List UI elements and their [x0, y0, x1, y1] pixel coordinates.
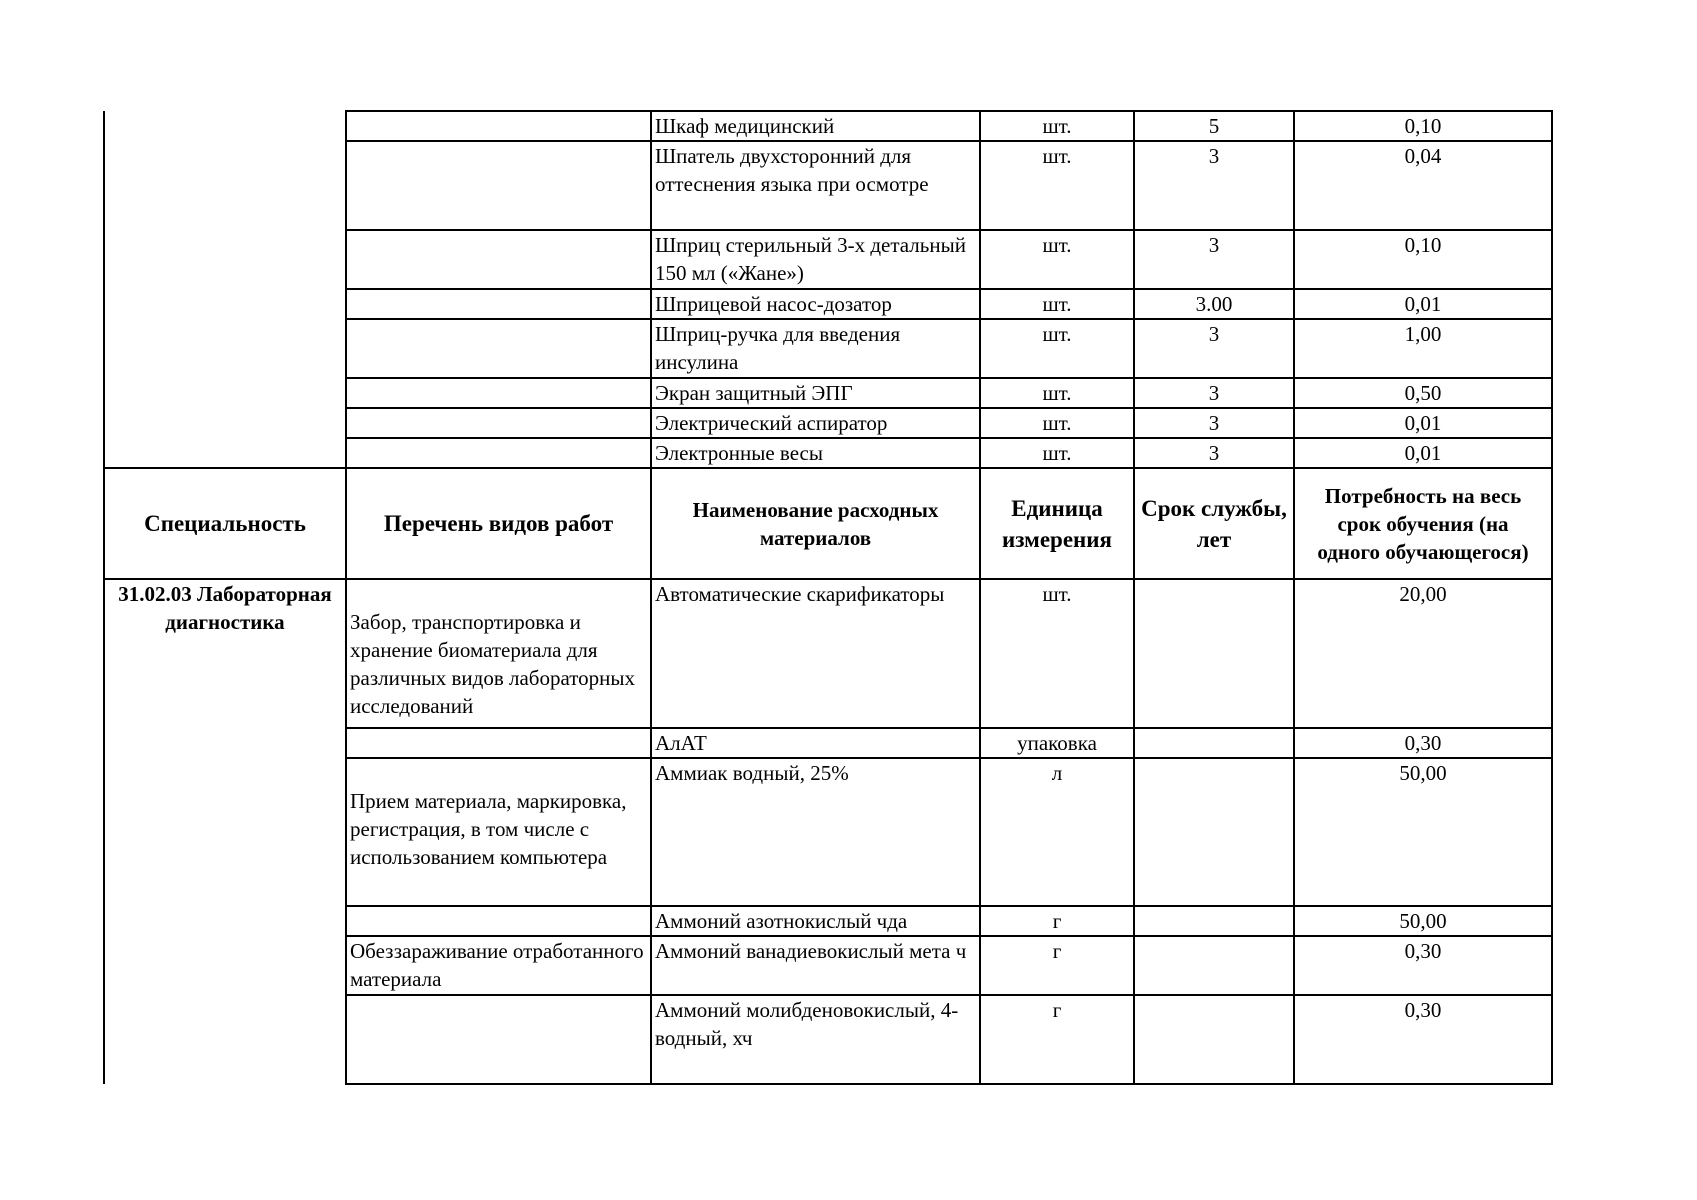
material-name: Аммоний ванадиевокислый мета ч	[651, 936, 980, 995]
life-cell	[1134, 936, 1294, 995]
work-cell	[346, 906, 651, 936]
life-cell: 3	[1134, 141, 1294, 230]
unit-cell: л	[980, 758, 1134, 906]
material-name: Аммоний азотнокислый чда	[651, 906, 980, 936]
work-cell	[346, 319, 651, 378]
need-cell: 0,30	[1294, 936, 1552, 995]
work-cell	[346, 728, 651, 758]
life-cell: 3	[1134, 378, 1294, 408]
material-name: АлАТ	[651, 728, 980, 758]
header-unit: Единица измерения	[980, 468, 1134, 579]
need-cell: 0,10	[1294, 230, 1552, 289]
materials-table	[103, 110, 1553, 1085]
need-cell: 50,00	[1294, 758, 1552, 906]
life-cell: 3	[1134, 319, 1294, 378]
material-name: Аммиак водный, 25%	[651, 758, 980, 906]
unit-cell: шт.	[980, 579, 1134, 728]
work-cell	[346, 230, 651, 289]
work-cell	[346, 758, 651, 906]
material-name: Электрический аспиратор	[651, 408, 980, 438]
life-cell	[1134, 728, 1294, 758]
work-cell	[346, 141, 651, 230]
unit-cell: шт.	[980, 408, 1134, 438]
specialty-cell: 31.02.03 Лабораторная диагностика	[104, 579, 346, 1084]
unit-cell: шт.	[980, 378, 1134, 408]
material-name: Аммоний молибденовокислый, 4-водный, хч	[651, 995, 980, 1084]
unit-cell: г	[980, 906, 1134, 936]
material-name: Шприц-ручка для введения инсулина	[651, 319, 980, 378]
life-cell: 3.00	[1134, 289, 1294, 319]
material-name: Шприцевой насос-дозатор	[651, 289, 980, 319]
life-cell	[1134, 758, 1294, 906]
need-cell: 50,00	[1294, 906, 1552, 936]
unit-cell: г	[980, 995, 1134, 1084]
life-cell: 3	[1134, 438, 1294, 468]
need-cell: 0,01	[1294, 289, 1552, 319]
need-cell: 20,00	[1294, 579, 1552, 728]
unit-cell: шт.	[980, 438, 1134, 468]
material-name: Электронные весы	[651, 438, 980, 468]
need-cell: 1,00	[1294, 319, 1552, 378]
specialty-cell-continued	[104, 111, 346, 468]
header-need: Потребность на весь срок обучения (на одного обучающегося)	[1294, 468, 1552, 579]
material-name: Шпатель двухсторонний для оттеснения языка при осмотре	[651, 141, 980, 230]
work-cell	[346, 111, 651, 141]
work-cell	[346, 289, 651, 319]
life-cell: 3	[1134, 408, 1294, 438]
need-cell: 0,01	[1294, 408, 1552, 438]
need-cell: 0,10	[1294, 111, 1552, 141]
need-cell: 0,01	[1294, 438, 1552, 468]
work-cell	[346, 438, 651, 468]
work-cell	[346, 408, 651, 438]
header-material: Наименование расходных материалов	[651, 468, 980, 579]
work-text: Прием материала, маркировка, регистрация, в том числе с использованием компьютера	[350, 789, 627, 869]
material-name: Автоматические скарификаторы	[651, 579, 980, 728]
unit-cell: г	[980, 936, 1134, 995]
material-name: Шприц стерильный 3-х детальный 150 мл («Жане»)	[651, 230, 980, 289]
header-life: Срок службы, лет	[1134, 468, 1294, 579]
life-cell	[1134, 579, 1294, 728]
table-row	[104, 579, 1552, 728]
material-name: Экран защитный ЭПГ	[651, 378, 980, 408]
work-cell: Обеззараживание отработанного материала	[346, 936, 651, 995]
unit-cell: шт.	[980, 319, 1134, 378]
header-specialty: Специальность	[104, 468, 346, 579]
unit-cell: шт.	[980, 141, 1134, 230]
life-cell: 3	[1134, 230, 1294, 289]
life-cell	[1134, 995, 1294, 1084]
table-header	[104, 468, 1552, 579]
life-cell	[1134, 906, 1294, 936]
unit-cell: шт.	[980, 111, 1134, 141]
need-cell: 0,50	[1294, 378, 1552, 408]
need-cell: 0,30	[1294, 995, 1552, 1084]
work-cell	[346, 378, 651, 408]
life-cell: 5	[1134, 111, 1294, 141]
need-cell: 0,04	[1294, 141, 1552, 230]
header-works: Перечень видов работ	[346, 468, 651, 579]
work-cell	[346, 995, 651, 1084]
unit-cell: шт.	[980, 289, 1134, 319]
material-name: Шкаф медицинский	[651, 111, 980, 141]
table-row	[104, 111, 1552, 141]
work-text: Забор, транспортировка и хранение биоматериала для различных видов лабораторных исследований	[350, 610, 636, 718]
unit-cell: шт.	[980, 230, 1134, 289]
unit-cell: упаковка	[980, 728, 1134, 758]
work-cell	[346, 579, 651, 728]
need-cell: 0,30	[1294, 728, 1552, 758]
